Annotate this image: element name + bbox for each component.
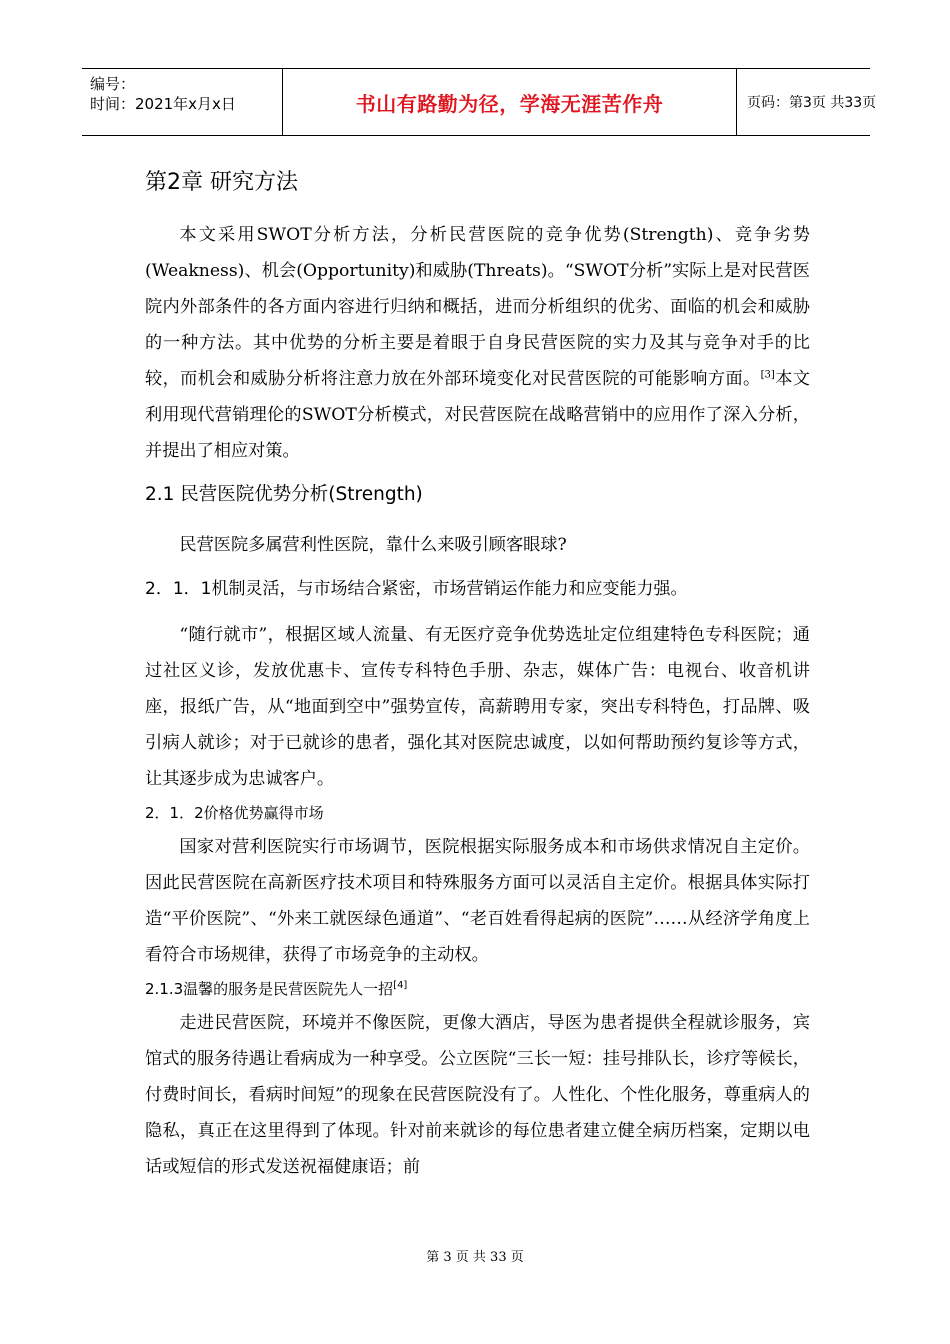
intro-citation: [3] [760, 369, 775, 381]
header-motto-cell [282, 69, 737, 135]
header-page-info: 页码：第3页 共33页 [747, 95, 877, 111]
intro-paragraph [145, 217, 810, 469]
section-2-1-lead: 民营医院多属营利性医院，靠什么来吸引顾客眼球? [179, 535, 567, 555]
header-meta-cell [82, 69, 282, 135]
page-footer: 第 3 页 共 33 页 [426, 1250, 524, 1265]
section-2-1-3-citation: [4] [393, 980, 408, 991]
header-page-cell [737, 69, 877, 135]
intro-paragraph-end: 本文利用现代营销理伦的SWOT分析模式，对民营医院在战略营销中的应用作了深入分析，并提出了相应对策。 [145, 369, 810, 461]
section-2-1-title: 2.1 民营医院优势分析(Strength) [145, 484, 423, 505]
chapter-title: 第2章 研究方法 [145, 170, 298, 195]
header-motto: 书山有路勤为径，学海无涯苦作舟 [355, 91, 664, 116]
section-2-1-1-title: 2．1．1机制灵活，与市场结合紧密，市场营销运作能力和应变能力强。 [145, 579, 688, 599]
document-date-label: 时间：2021年x月x日 [90, 95, 236, 113]
section-2-1-2-body: 国家对营利医院实行市场调节，医院根据实际服务成本和市场供求情况自主定价。因此民营医院在高新医疗技术项目和特殊服务方面可以灵活自主定价。根据具体实际打造“平价医院”、“外来工就医绿色通道”、“老百姓看得起病的医院”……从经济学角度上看符合市场规律，获得了市场竞争的主动权。 [145, 837, 810, 965]
intro-paragraph-text: 本文采用SWOT分析方法，分析民营医院的竞争优势(Strength)、竞争劣势(Weakness)、机会(Opportunity)和威胁(Threats)。“SWOT分析”实际上是对民营医院内外部条件的各方面内容进行归纳和概括，进而分析组织的优劣、面临的机会和威胁的一种方法。其中优势的分析主要是着眼于自身民营医院的实力及其与竞争对手的比较，而机会和威胁分析将注意力放在外部环境变化对民营医院的可能影响方面。 [145, 225, 810, 389]
section-2-1-3-body: 走进民营医院，环境并不像医院，更像大酒店，导医为患者提供全程就诊服务，宾馆式的服务待遇让看病成为一种享受。公立医院“三长一短：挂号排队长，诊疗等候长，付费时间长，看病时间短”的现象在民营医院没有了。人性化、个性化服务，尊重病人的隐私，真正在这里得到了体现。针对前来就诊的每位患者建立健全病历档案，定期以电话或短信的形式发送祝福健康语；前 [145, 1013, 810, 1177]
section-2-1-1-body: “随行就市”，根据区域人流量、有无医疗竞争优势选址定位组建特色专科医院；通过社区义诊，发放优惠卡、宣传专科特色手册、杂志，媒体广告：电视台、收音机讲座，报纸广告，从“地面到空中”强势宣传，高薪聘用专家，突出专科特色，打品牌、吸引病人就诊；对于已就诊的患者，强化其对医院忠诚度，以如何帮助预约复诊等方式，让其逐步成为忠诚客户。 [145, 625, 810, 789]
section-2-1-2-title: 2．1．2价格优势赢得市场 [145, 804, 324, 822]
section-2-1-3-title [145, 973, 810, 1005]
document-body [145, 165, 810, 1185]
section-2-1-3-title-text: 2.1.3温馨的服务是民营医院先人一招 [145, 980, 394, 998]
document-number-label: 编号： [90, 75, 136, 93]
page-header [82, 68, 877, 136]
